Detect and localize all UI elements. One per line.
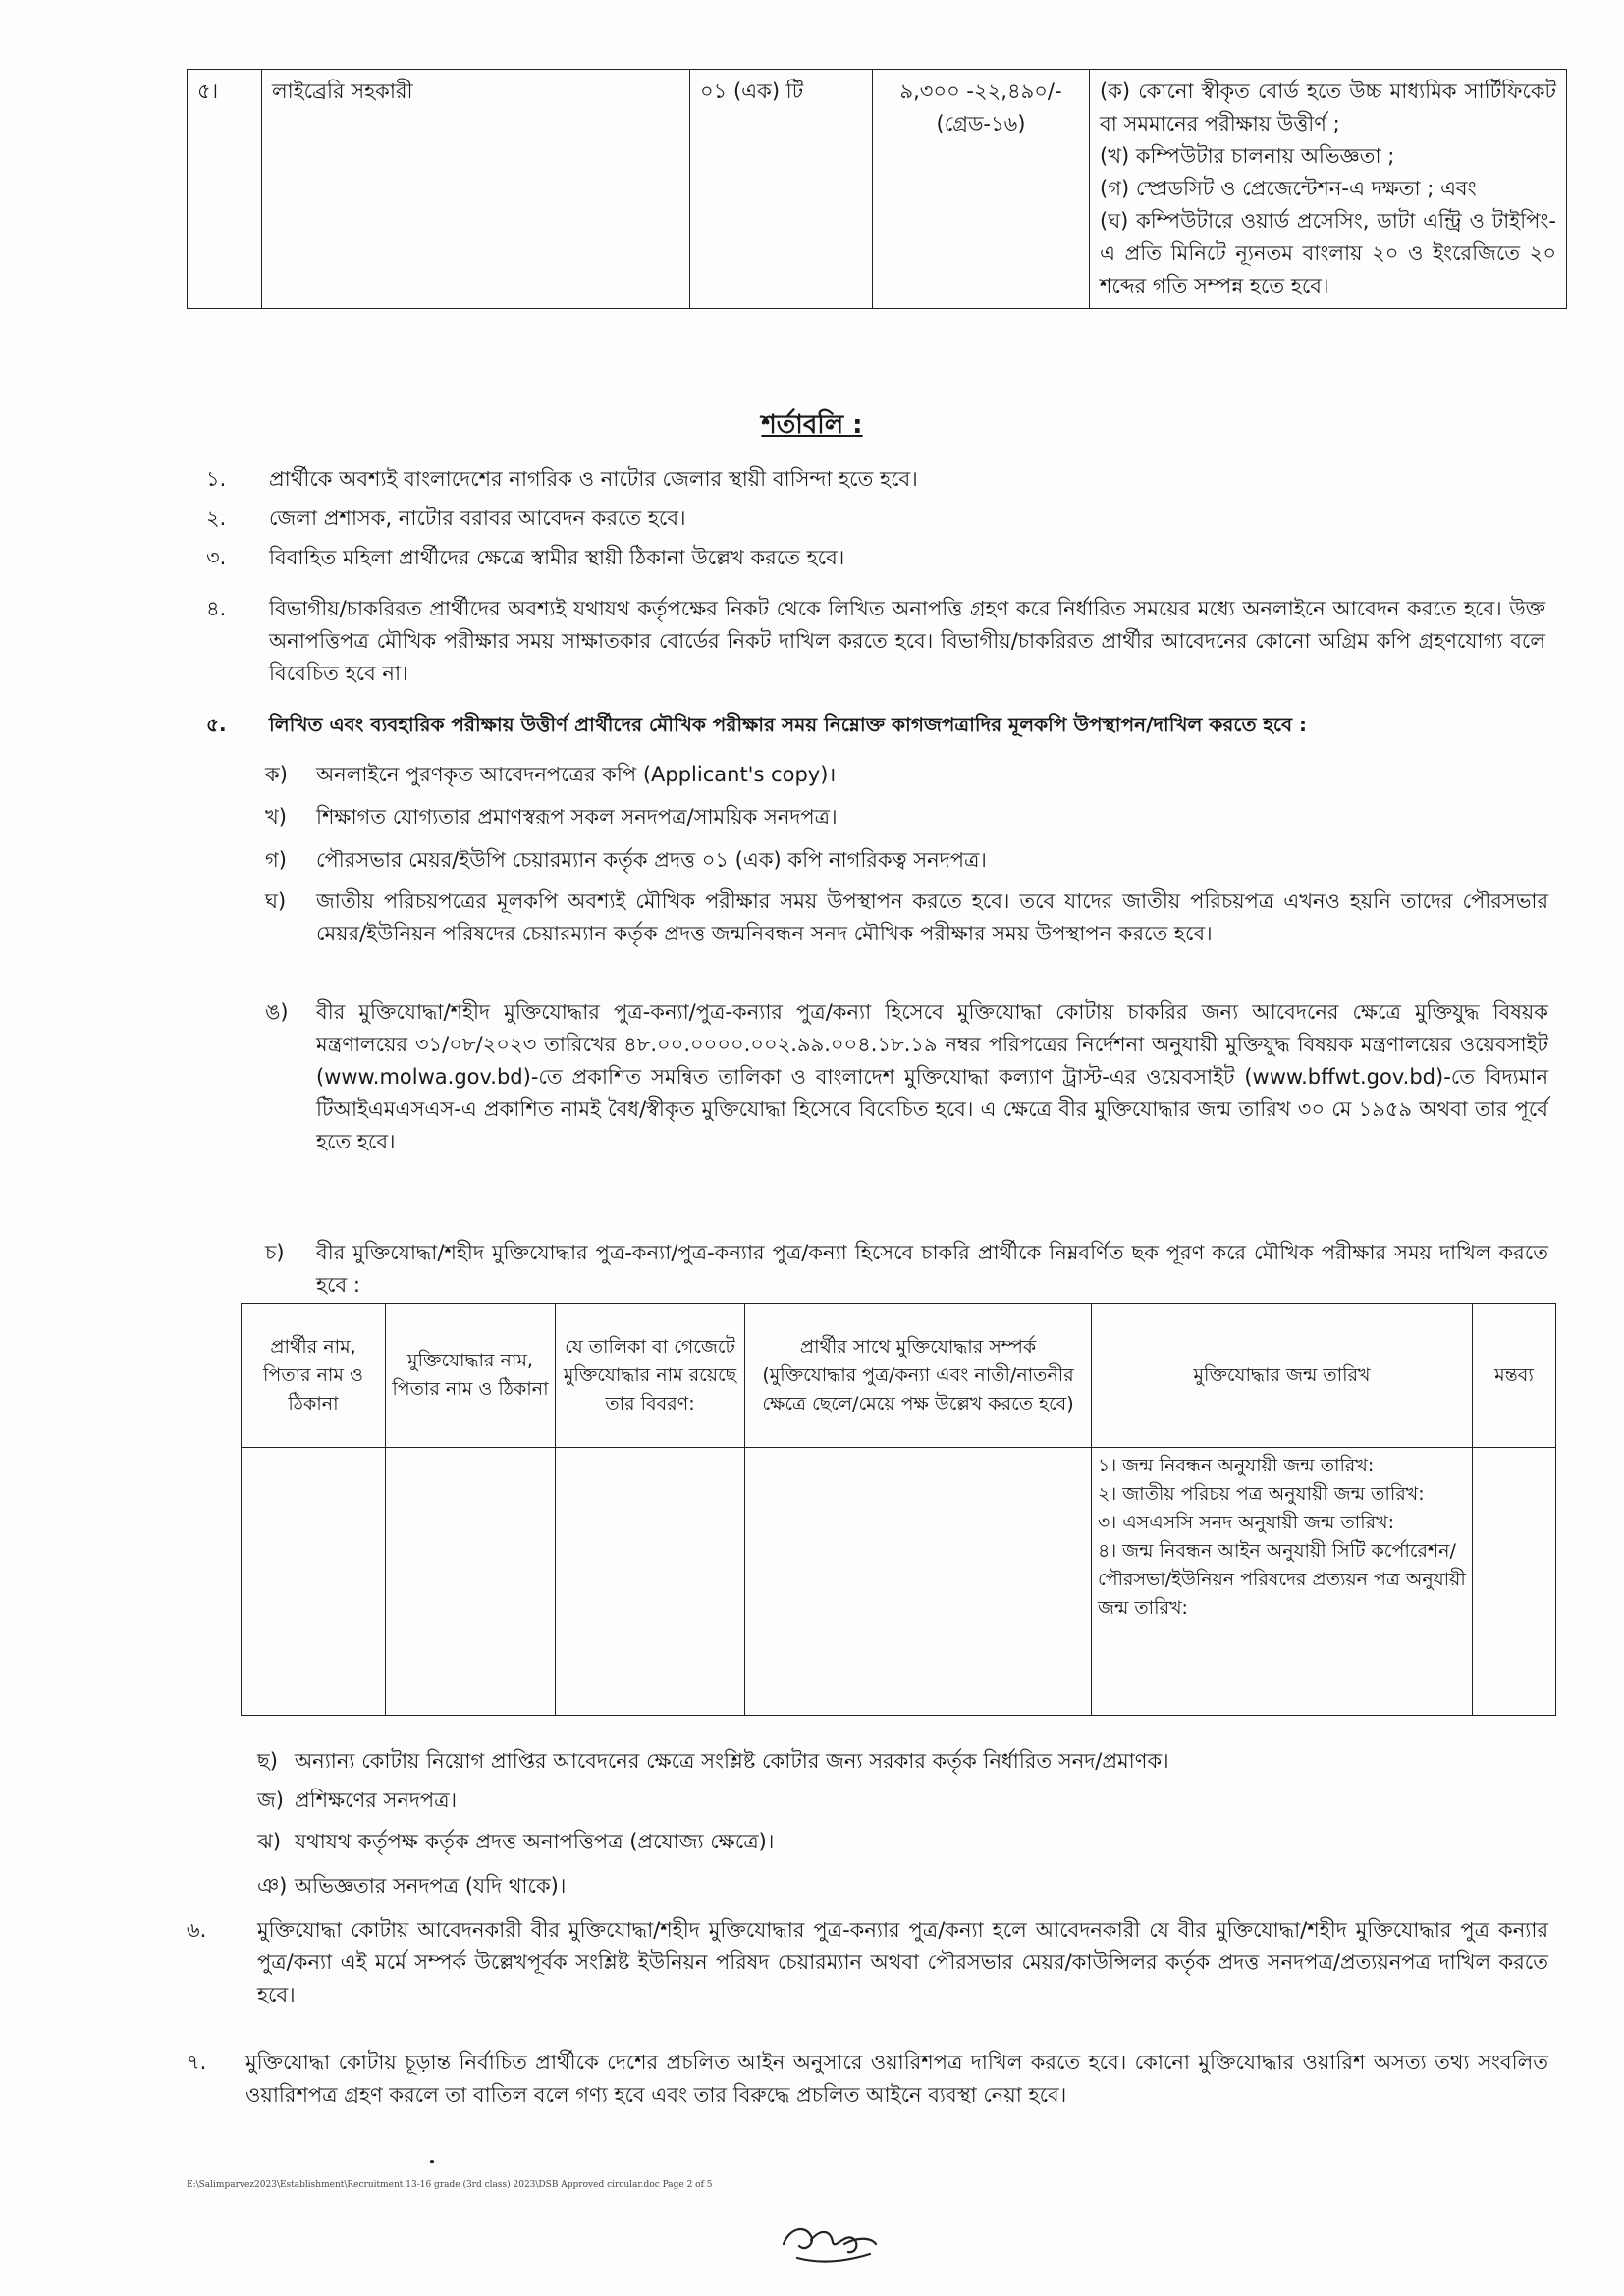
blank-cell <box>386 1448 556 1716</box>
header-cell: যে তালিকা বা গেজেটে মুক্তিযোদ্ধার নাম রয়েছে তার বিবরণ: <box>556 1304 745 1448</box>
freedom-fighter-form-table <box>241 1303 1556 1716</box>
condition-text: বিভাগীয়/চাকরিরত প্রার্থীদের অবশ্যই যথাযথ কর্তৃপক্ষের নিকট থেকে লিখিত অনাপত্তি গ্রহণ করে নির্ধারিত সময়ের মধ্যে অনলাইনে আবেদন করতে হবে। উক্ত অনাপত্তিপত্র মৌখিক পরীক্ষার সময় সাক্ষাতকার বোর্ডের নিকট দাখিল করতে হবে। বিভাগীয়/চাকরিরত প্রার্থীর আবেদনের কোনো অগ্রিম কপি গ্রহণযোগ্য বলে বিবেচিত হবে না। <box>269 597 1545 685</box>
sub-item-label: ঘ) <box>265 889 287 913</box>
section-title: শর্তাবলি : <box>761 410 863 440</box>
signature-image <box>776 2215 884 2273</box>
sub-item-label: ঙ) <box>265 1000 289 1024</box>
post-count-cell: ০১ (এক) টি <box>690 70 873 309</box>
sub-item-text: অভিজ্ঞতার সনদপত্র (যদি থাকে)। <box>295 1874 567 1897</box>
condition-number: ৪. <box>206 597 227 620</box>
header-cell: প্রার্থীর নাম, পিতার নাম ও ঠিকানা <box>242 1304 386 1448</box>
qualification-item: (খ) কম্পিউটার চালনায় অভিজ্ঞতা ; <box>1100 144 1395 168</box>
sub-item-text: পৌরসভার মেয়র/ইউপি চেয়ারম্যান কর্তৃক প্রদত্ত ০১ (এক) কপি নাগরিকত্ব সনদপত্র। <box>316 848 987 872</box>
sub-item-text: জাতীয় পরিচয়পত্রের মূলকপি অবশ্যই মৌখিক পরীক্ষার সময় উপস্থাপন করতে হবে। তবে যাদের জাতীয় পরিচয়পত্র এখনও হয়নি তাদের পৌরসভার মেয়র/ইউনিয়ন পরিষদের চেয়ারম্যান কর্তৃক প্রদত্ত জন্মনিবন্ধন সনদ মৌখিক পরীক্ষার সময় উপস্থাপন করতে হবে। <box>316 889 1548 945</box>
qualification-cell <box>1090 70 1567 309</box>
ink-dot <box>430 2160 434 2163</box>
pay-scale-grade: (গ্রেড-১৬) <box>936 112 1026 135</box>
sub-item-label: ছ) <box>257 1749 278 1773</box>
condition-number: ৫. <box>206 713 227 736</box>
condition-text: মুক্তিযোদ্ধা কোটায় আবেদনকারী বীর মুক্তিযোদ্ধা/শহীদ মুক্তিযোদ্ধার পুত্র-কন্যার পুত্র/কন্যা হলে আবেদনকারী যে বীর মুক্তিযোদ্ধা/শহীদ মুক্তিযোদ্ধার পুত্র কন্যার পুত্র/কন্যা এই মর্মে সম্পর্ক উল্লেখপূর্বক সংশ্লিষ্ট ইউনিয়ন পরিষদ চেয়ারম্যান অথবা পৌরসভার মেয়র/কাউন্সিলর কর্তৃক প্রদত্ত সনদপত্র/প্রত্যয়নপত্র দাখিল করতে হবে। <box>257 1918 1548 2006</box>
condition-number: ২. <box>206 507 227 530</box>
dob-cell <box>1092 1448 1473 1716</box>
condition-number: ৬. <box>187 1918 207 1942</box>
condition-text: মুক্তিযোদ্ধা কোটায় চূড়ান্ত নির্বাচিত প্রার্থীকে দেশের প্রচলিত আইন অনুসারে ওয়ারিশপত্র দাখিল করতে হবে। কোনো মুক্তিযোদ্ধার ওয়ারিশ অসত্য তথ্য সংবলিত ওয়ারিশপত্র গ্রহণ করলে তা বাতিল বলে গণ্য হবে এবং তার বিরুদ্ধে প্রচলিত আইনে ব্যবস্থা নেয়া হবে। <box>245 2051 1548 2107</box>
sub-item-label: খ) <box>265 805 287 828</box>
dob-item: ১। জন্ম নিবন্ধন অনুযায়ী জন্ম তারিখ: <box>1098 1455 1375 1476</box>
pay-scale-range: ৯,৩০০ -২২,৪৯০/- <box>899 80 1062 103</box>
qualification-item: (ক) কোনো স্বীকৃত বোর্ড হতে উচ্চ মাধ্যমিক সার্টিফিকেট বা সমমানের পরীক্ষায় উত্তীর্ণ ; <box>1100 80 1556 135</box>
sub-item-label: ঞ) <box>257 1874 288 1897</box>
footer-file-path: E:\Salimparvez2023\Establishment\Recruitment 13-16 grade (3rd class) 2023\DSB Approved circular.doc Page 2 of 5 <box>187 2180 713 2190</box>
sub-item-label: ঝ) <box>257 1830 282 1853</box>
condition-number: ৩. <box>206 546 227 569</box>
serial-cell: ৫। <box>188 70 262 309</box>
blank-cell <box>556 1448 745 1716</box>
blank-cell <box>1473 1448 1556 1716</box>
table-row <box>188 70 1567 309</box>
table-header-row <box>242 1304 1556 1448</box>
sub-item-text: বীর মুক্তিযোদ্ধা/শহীদ মুক্তিযোদ্ধার পুত্র-কন্যা/পুত্র-কন্যার পুত্র/কন্যা হিসেবে মুক্তিযোদ্ধা কোটায় চাকরির জন্য আবেদনের ক্ষেত্রে মুক্তিযুদ্ধ বিষয়ক মন্ত্রণালয়ের ৩১/০৮/২০২৩ তারিখের ৪৮.০০.০০০০.০০২.৯৯.০০৪.১৮.১৯ নম্বর পরিপত্রের নির্দেশনা অনুযায়ী মুক্তিযুদ্ধ বিষয়ক মন্ত্রণালয়ের ওয়েবসাইট (www.molwa.gov.bd)-তে প্রকাশিত সমন্বিত তালিকা ও বাংলাদেশ মুক্তিযোদ্ধা কল্যাণ ট্রাস্ট-এর ওয়েবসাইট (www.bffwt.gov.bd)-তে বিদ্যমান টিআইএমএসএস-এ প্রকাশিত নামই বৈধ/স্বীকৃত মুক্তিযোদ্ধা হিসেবে বিবেচিত হবে। এ ক্ষেত্রে বীর মুক্তিযোদ্ধার জন্ম তারিখ ৩০ মে ১৯৫৯ অথবা তার পূর্বে হতে হবে। <box>316 1000 1548 1153</box>
header-cell: মুক্তিযোদ্ধার নাম, পিতার নাম ও ঠিকানা <box>386 1304 556 1448</box>
sub-item-text: প্রশিক্ষণের সনদপত্র। <box>295 1789 458 1812</box>
blank-cell <box>745 1448 1092 1716</box>
sub-item-label: গ) <box>265 848 287 872</box>
sub-item-text: অন্যান্য কোটায় নিয়োগ প্রাপ্তির আবেদনের ক্ষেত্রে সংশ্লিষ্ট কোটার জন্য সরকার কর্তৃক নির্ধারিত সনদ/প্রমাণক। <box>295 1749 1169 1773</box>
header-cell: মন্তব্য <box>1473 1304 1556 1448</box>
condition-text: প্রার্থীকে অবশ্যই বাংলাদেশের নাগরিক ও নাটোর জেলার স্থায়ী বাসিন্দা হতে হবে। <box>269 467 918 491</box>
condition-text: জেলা প্রশাসক, নাটোর বরাবর আবেদন করতে হবে। <box>269 507 686 530</box>
sub-item-text: যথাযথ কর্তৃপক্ষ কর্তৃক প্রদত্ত অনাপত্তিপত্র (প্রযোজ্য ক্ষেত্রে)। <box>295 1830 775 1853</box>
sub-item-text: বীর মুক্তিযোদ্ধা/শহীদ মুক্তিযোদ্ধার পুত্র-কন্যা/পুত্র-কন্যার পুত্র/কন্যা হিসেবে চাকরি প্রার্থীকে নিম্নবর্ণিত ছক পূরণ করে মৌখিক পরীক্ষার সময় দাখিল করতে হবে : <box>316 1241 1548 1297</box>
sub-item-text: শিক্ষাগত যোগ্যতার প্রমাণস্বরূপ সকল সনদপত্র/সাময়িক সনদপত্র। <box>316 805 838 828</box>
sub-item-label: জ) <box>257 1789 284 1812</box>
post-table <box>187 69 1567 309</box>
header-cell: মুক্তিযোদ্ধার জন্ম তারিখ <box>1092 1304 1473 1448</box>
dob-item: ৪। জন্ম নিবন্ধন আইন অনুযায়ী সিটি কর্পোরেশন/পৌরসভা/ইউনিয়ন পরিষদের প্রত্যয়ন পত্র অনুযায়ী জন্ম তারিখ: <box>1098 1540 1466 1619</box>
post-name-cell: লাইব্রেরি সহকারী <box>262 70 690 309</box>
table-row <box>242 1448 1556 1716</box>
sub-item-text: অনলাইনে পুরণকৃত আবেদনপত্রের কপি (Applicant's copy)। <box>316 763 837 786</box>
qualification-item: (ঘ) কম্পিউটারে ওয়ার্ড প্রসেসিং, ডাটা এন্ট্রি ও টাইপিং-এ প্রতি মিনিটে ন্যূনতম বাংলায় ২০ ও ইংরেজিতে ২০ শব্দের গতি সম্পন্ন হতে হবে। <box>1100 209 1556 297</box>
dob-item: ৩। এসএসসি সনদ অনুযায়ী জন্ম তারিখ: <box>1098 1512 1395 1533</box>
condition-number: ৭. <box>187 2051 207 2074</box>
qualification-item: (গ) স্প্রেডসিট ও প্রেজেন্টেশন-এ দক্ষতা ; এবং <box>1100 177 1477 200</box>
sub-item-label: চ) <box>265 1241 285 1264</box>
sub-item-label: ক) <box>265 763 288 786</box>
dob-item: ২। জাতীয় পরিচয় পত্র অনুযায়ী জন্ম তারিখ: <box>1098 1483 1425 1505</box>
header-cell: প্রার্থীর সাথে মুক্তিযোদ্ধার সম্পর্ক (মুক্তিযোদ্ধার পুত্র/কন্যা এবং নাতী/নাতনীর ক্ষেত্রে ছেলে/মেয়ে পক্ষ উল্লেখ করতে হবে) <box>745 1304 1092 1448</box>
condition-text: বিবাহিত মহিলা প্রার্থীদের ক্ষেত্রে স্বামীর স্থায়ী ঠিকানা উল্লেখ করতে হবে। <box>269 546 845 569</box>
condition-number: ১. <box>206 467 227 491</box>
condition-text: লিখিত এবং ব্যবহারিক পরীক্ষায় উত্তীর্ণ প্রার্থীদের মৌখিক পরীক্ষার সময় নিম্নোক্ত কাগজপত্রাদির মূলকপি উপস্থাপন/দাখিল করতে হবে : <box>269 713 1308 736</box>
blank-cell <box>242 1448 386 1716</box>
pay-scale-cell <box>873 70 1090 309</box>
